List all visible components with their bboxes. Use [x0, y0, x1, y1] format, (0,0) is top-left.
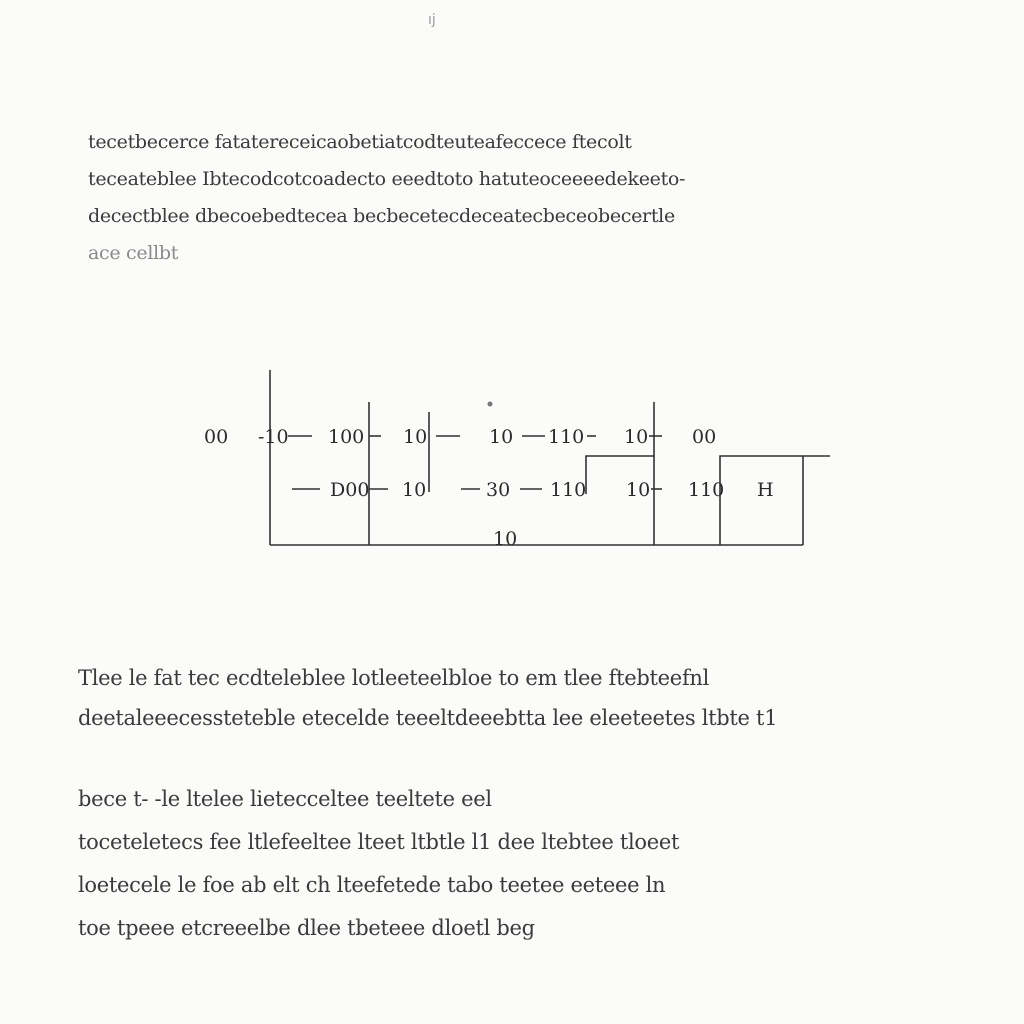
row1-label: 10 — [403, 426, 428, 448]
paragraph-line: toe tpeee etcreeelbe dlee tbeteee dloetl beg — [78, 916, 535, 940]
bottom-label: 10 — [493, 528, 518, 550]
row1-label: 10 — [489, 426, 514, 448]
paragraph-line: Tlee le fat tec ecdteleblee lotleeteelbloe to em tlee ftebteefnl — [78, 666, 710, 690]
middle-step — [586, 456, 654, 494]
row2-label: 110 — [688, 479, 725, 501]
paragraph-line: ace cellbt — [88, 242, 179, 264]
paragraph-line: bece t- -le ltelee lietecceltee teeltete eel — [78, 787, 492, 811]
intro-paragraph — [88, 124, 685, 272]
body-paragraph-2 — [78, 778, 679, 950]
row2-label: 10 — [402, 479, 427, 501]
row2-label: 30 — [486, 479, 511, 501]
row2-label: 110 — [550, 479, 587, 501]
paragraph-line: tecetbecerce fatatereceicaobetiatcodteuteafeccece ftecolt — [88, 131, 632, 153]
junction-dot — [488, 402, 493, 407]
row1-label: -10 — [258, 426, 289, 448]
row1-label: 00 — [692, 426, 717, 448]
paragraph-line: decectblee dbecoebedtecea becbecetecdeceatecbeceobecertle — [88, 205, 675, 227]
row2-label: D00 — [330, 479, 370, 501]
row1-label: 10 — [624, 426, 649, 448]
row1-label: 110 — [548, 426, 585, 448]
row2-label: 10 — [626, 479, 651, 501]
far-left-label: 00 — [204, 426, 229, 448]
paragraph-line: loetecele le foe ab elt ch lteefetede tabo teetee eeteee ln — [78, 873, 666, 897]
paragraph-line: teceateblee Ibtecodcotcoadecto eeedtoto hatuteoceeeedekeeto- — [88, 168, 686, 190]
paragraph-line: toceteletecs fee ltlefeeltee lteet ltbtle l1 dee ltebtee tloeet — [78, 830, 680, 854]
paragraph-line: deetaleeecessteteble etecelde teeeltdeeebtta lee eleeteetes ltbte t1 — [78, 706, 778, 730]
header-mark: ıj — [428, 12, 436, 28]
row1-label: 100 — [328, 426, 365, 448]
body-paragraph-1 — [78, 658, 777, 738]
right-box — [720, 456, 830, 545]
row2-label: H — [757, 479, 774, 501]
